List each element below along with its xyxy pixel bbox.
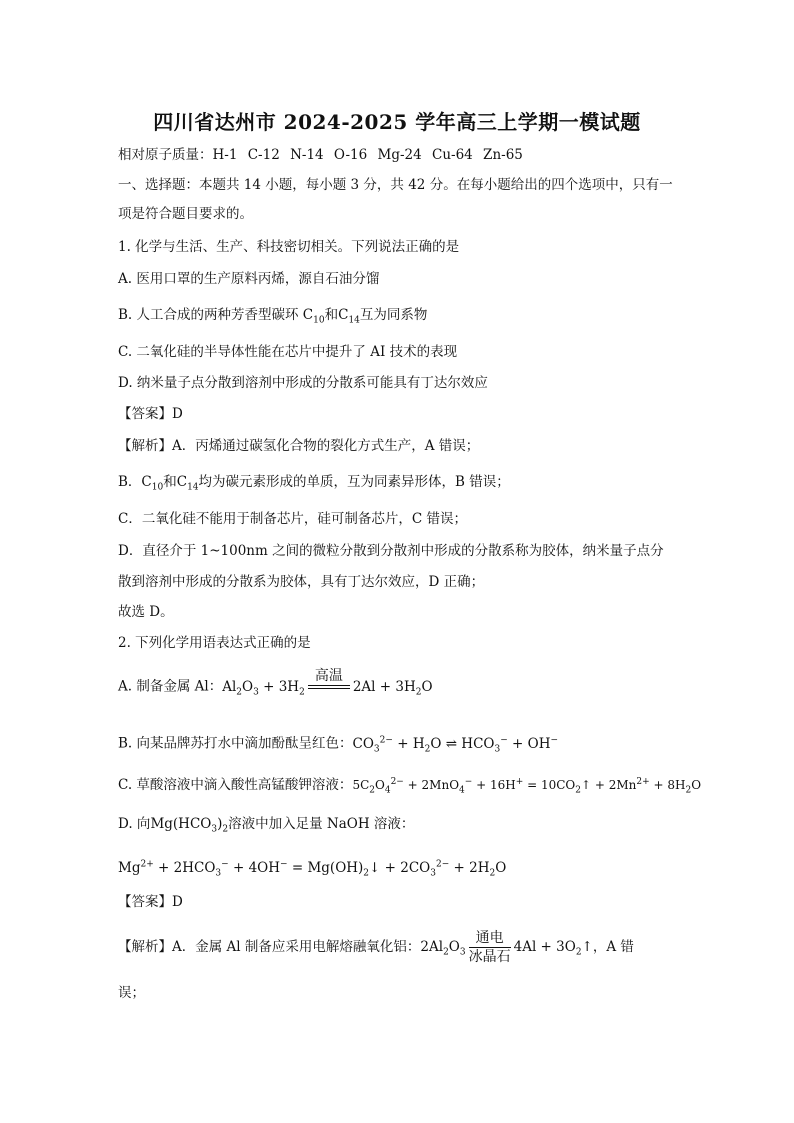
q1-exp-b-prefix: B． [118,474,142,490]
q2-option-c [118,773,701,799]
q2-option-b-prefix: B. 向某品牌苏打水中滴加酚酞呈红色： [118,735,353,752]
q2-option-d-prefix: D. 向 [118,816,151,832]
q1-option-b-prefix: B. 人工合成的两种芳香型碳环 [118,307,303,323]
electrolysis-reactant: $2Al_2O_3$ [420,939,466,958]
q1-explanation-d-line1: D．直径介于 1~100nm 之间的微粒分散到分散剂中形成的分散系称为胶体，纳米量子点分 [118,543,664,559]
q2-option-a-prefix: A. 制备金属 Al： [118,678,223,695]
q2-answer: 【答案】D [118,894,183,910]
q2-option-d-suffix: 溶液中加入足量 NaOH 溶液： [228,816,415,832]
condition-high-temp: 高温 [314,668,343,684]
q1-explanation-c: C．二氧化硅不能用于制备芯片，硅可制备芯片，C 错误； [118,511,467,527]
carbonate-hydrolysis-formula: $CO_3^{2-} + H_2O$ ⇌ $HCO_3^- + OH^-$ [352,735,559,755]
electrolysis-condition [469,930,511,965]
q1-stem: 1. 化学与生活、生产、科技密切相关。下列说法正确的是 [118,239,460,255]
page-title: 四川省达州市 2024-2025 学年高三上学期一模试题 [153,110,641,134]
c10-formula: $C_{10}$ [302,307,325,326]
section-instructions-line1: 一、选择题：本题共 14 小题，每小题 3 分，共 42 分。在每小题给出的四个选项中，只有一 [118,177,673,193]
q1-answer: 【答案】D [118,406,183,422]
q1-explanation-b [118,473,510,497]
q1-option-d: D. 纳米量子点分散到溶剂中形成的分散系可能具有丁达尔效应 [118,375,488,391]
q2-option-c-prefix: C. 草酸溶液中滴入酸性高锰酸钾溶液： [118,777,353,793]
c10-formula-exp: $C_{10}$ [141,474,164,493]
q1-option-c: C. 二氧化硅的半导体性能在芯片中提升了 AI 技术的表现 [118,344,458,360]
condition-cryolite: 冰晶石 [468,949,511,965]
q2-stem: 2. 下列化学用语表达式正确的是 [118,635,311,651]
q1-explanation-a: 【解析】A．丙烯通过碳氢化合物的裂化方式生产，A 错误； [118,438,480,454]
high-temp-condition [308,668,350,706]
q2-option-a [118,668,433,709]
q2-exp-a-prefix: 【解析】A．金属 Al 制备应采用电解熔融氧化铝： [118,939,421,955]
electrolysis-products: $4Al + 3O_2↑$ [513,939,593,958]
q1-exp-b-suffix: 均为碳元素形成的单质，互为同素异形体，B 错误； [198,474,510,490]
q2-explanation-a [118,928,634,972]
q2-exp-a-suffix: ，A 错 [592,939,634,955]
c14-formula: $C_{14}$ [338,307,360,326]
atomic-mass-line: 相对原子质量：H-1 C-12 N-14 O-16 Mg-24 Cu-64 Zn-65 [118,147,523,163]
oxalate-permanganate-formula: $5C_2O_4^{2-} + 2MnO_4^- + 16H^+$ = $10CO_2↑ + 2Mn^{2+} + 8H_2O$ [352,777,702,796]
q2-option-d-equation [118,855,506,882]
q1-explanation-d-line2: 散到溶剂中形成的分散系为胶体，具有丁达尔效应，D 正确； [118,574,485,590]
mg-bicarbonate-formula: $Mg(HCO_3)_2$ [150,816,229,835]
condition-electrolysis: 通电 [475,930,504,946]
c14-formula-exp: $C_{14}$ [176,474,199,493]
q2-option-b [118,731,558,758]
q1-conclusion: 故选 D。 [118,604,174,620]
al-reaction-products: $2Al + 3H_2O$ [352,678,433,698]
q2-option-d [118,815,414,839]
q1-option-b [118,306,427,330]
q1-option-b-and: 和 [324,307,339,323]
q2-explanation-a-end: 误； [118,985,145,1001]
q1-exp-b-and: 和 [163,474,177,490]
mg-hydroxide-formula: $Mg^{2+} + 2HCO_3^- + 4OH^-$ = $Mg(OH)_2↓ + 2CO_3^{2-} + 2H_2O$ [118,859,507,879]
q1-option-a: A. 医用口罩的生产原料丙烯，源自石油分馏 [118,271,380,287]
al-reaction-formula: $Al_2O_3 + 3H_2$ [222,678,305,698]
q1-option-b-suffix: 互为同系物 [359,307,428,323]
section-instructions-line2: 项是符合题目要求的。 [118,206,253,222]
